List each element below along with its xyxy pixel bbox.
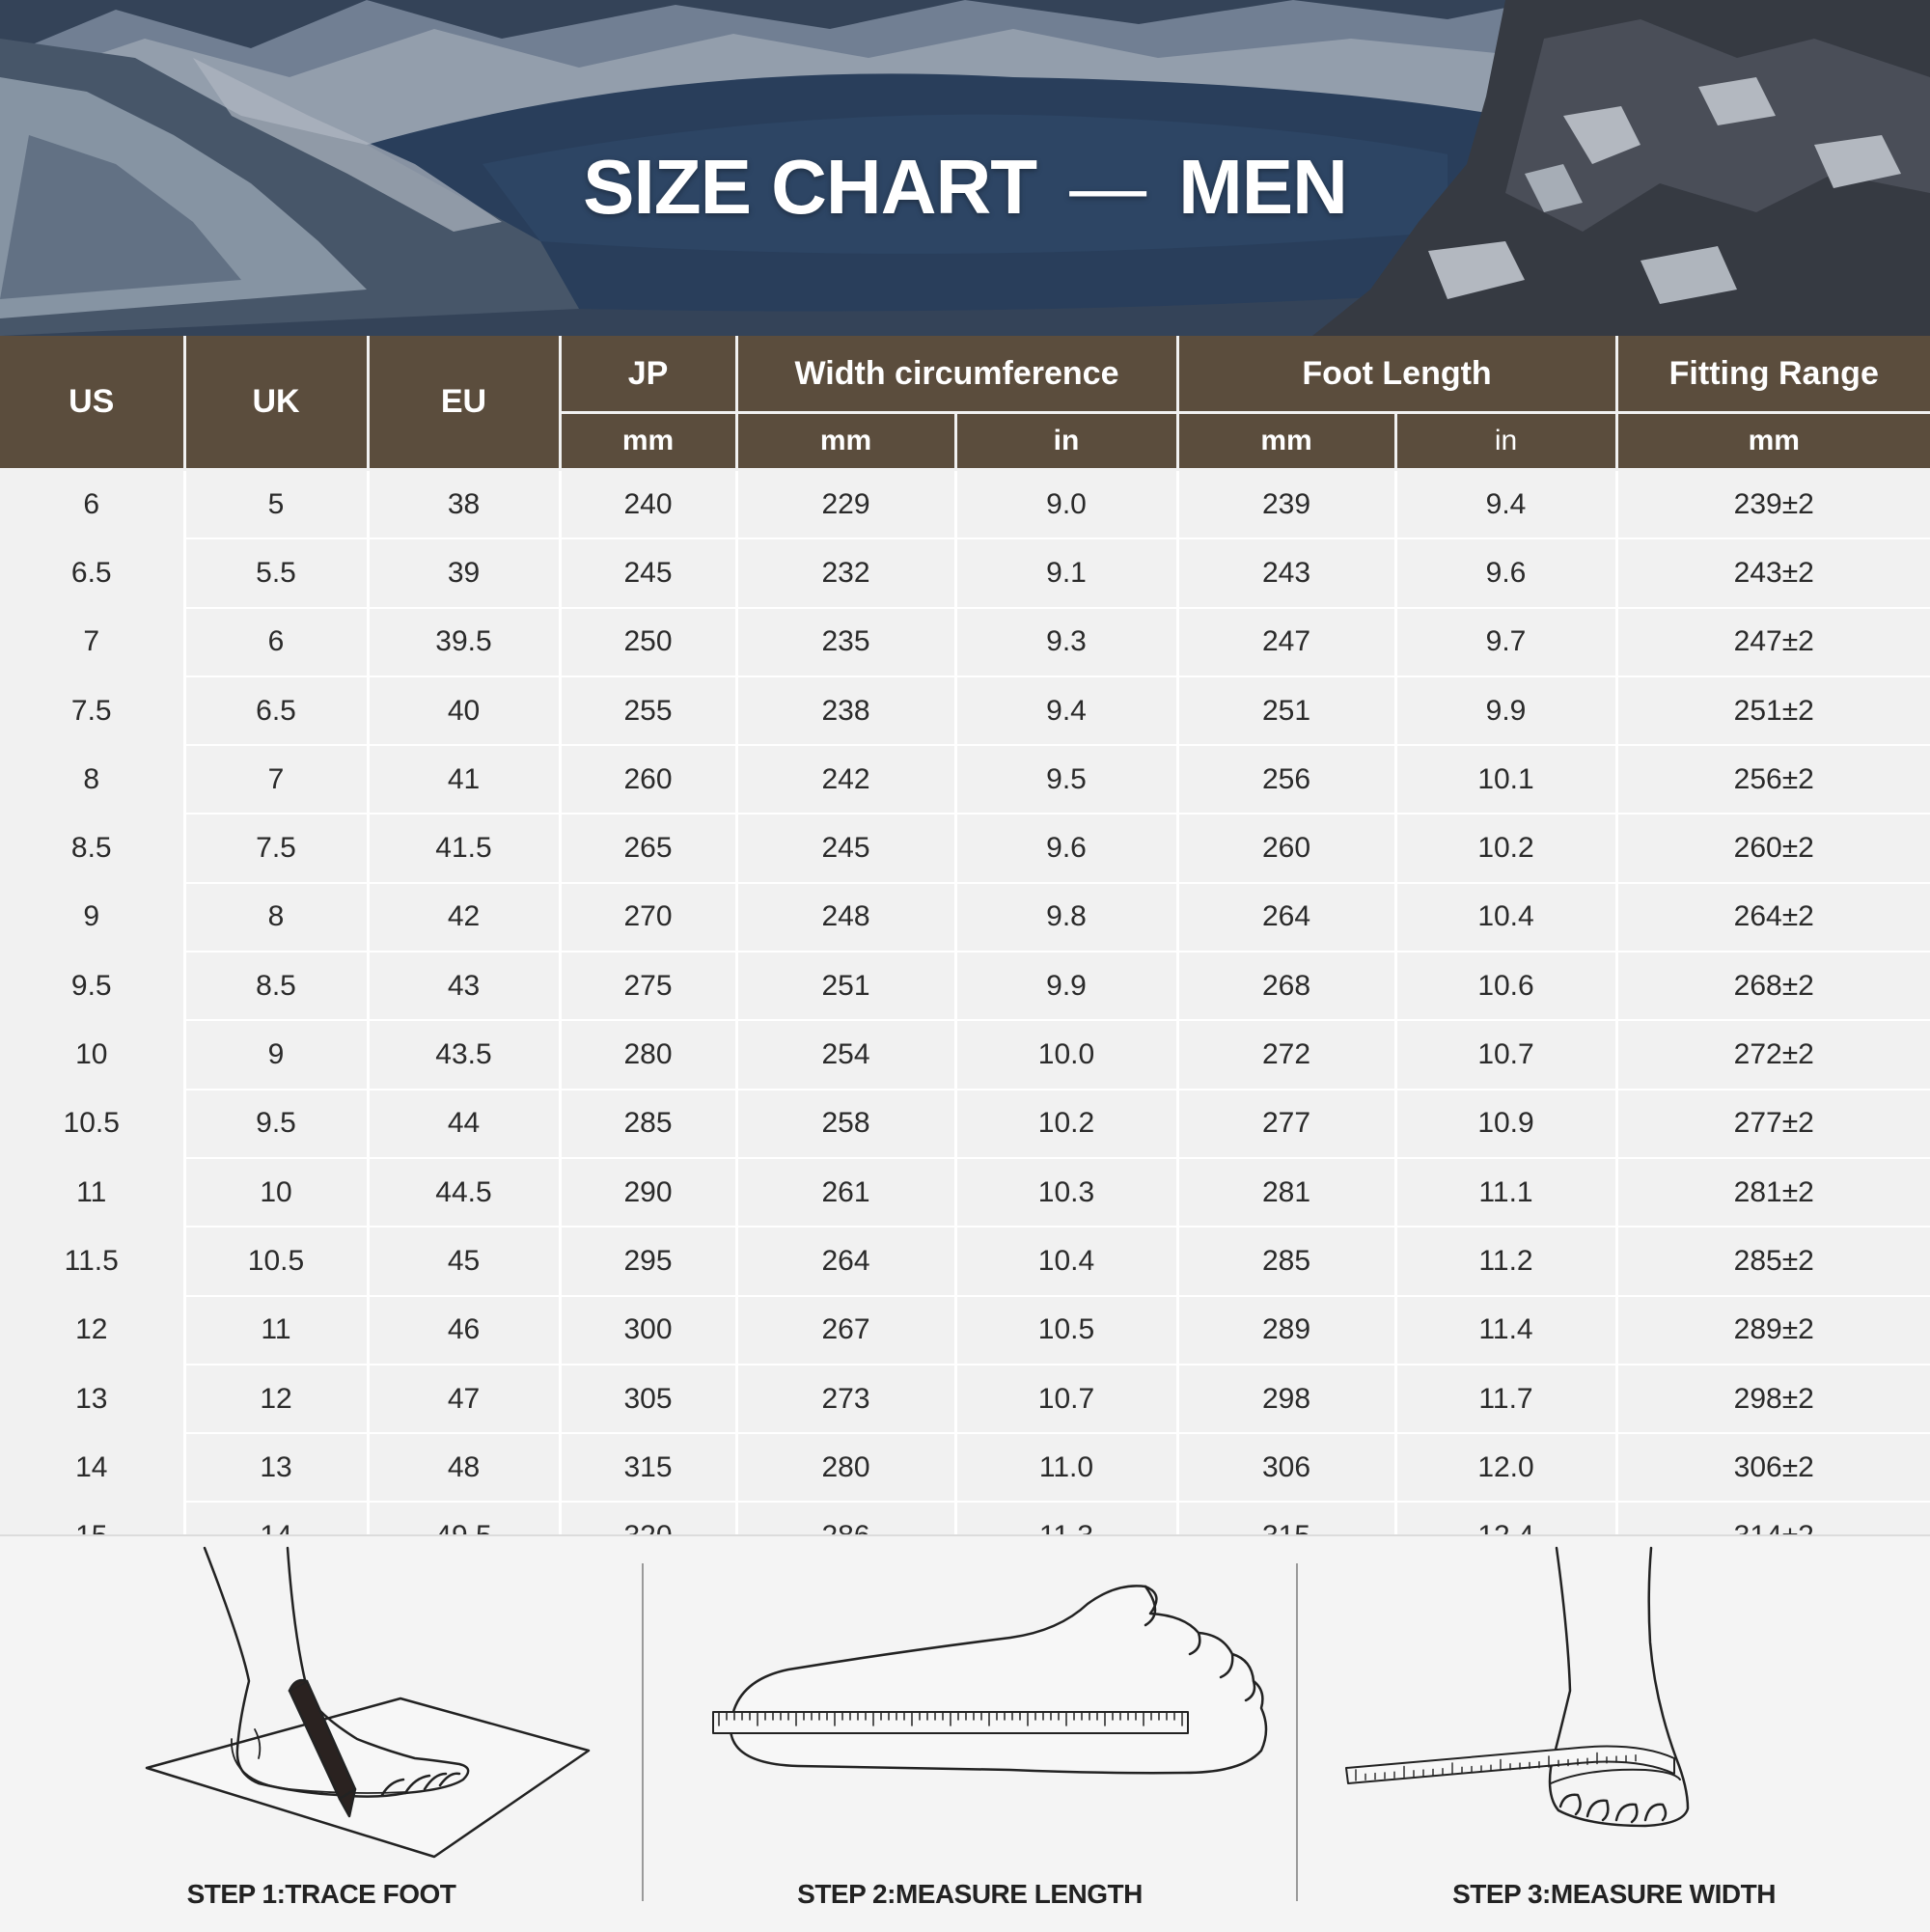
cell-length-mm: 243: [1177, 538, 1395, 607]
cell-width-mm: 235: [736, 608, 955, 676]
cell-uk: 9.5: [184, 1090, 368, 1158]
cell-length-in: 10.9: [1395, 1090, 1616, 1158]
cell-uk: 7.5: [184, 814, 368, 882]
cell-fitting-mm: 281±2: [1616, 1158, 1930, 1227]
cell-fitting-mm: 289±2: [1616, 1296, 1930, 1365]
cell-length-in: 10.1: [1395, 745, 1616, 814]
cell-fitting-mm: 298±2: [1616, 1365, 1930, 1433]
cell-width-in: 10.0: [955, 1020, 1177, 1089]
cell-jp-mm: 280: [560, 1020, 736, 1089]
cell-length-in: 9.9: [1395, 676, 1616, 745]
cell-uk: 7: [184, 745, 368, 814]
cell-width-mm: 248: [736, 883, 955, 952]
cell-us: 6: [0, 470, 184, 539]
banner: [0, 0, 1930, 336]
cell-eu: 44: [368, 1090, 560, 1158]
cell-eu: 46: [368, 1296, 560, 1365]
cell-fitting-mm: 239±2: [1616, 470, 1930, 539]
cell-uk: 5.5: [184, 538, 368, 607]
cell-length-in: 10.4: [1395, 883, 1616, 952]
cell-width-mm: 267: [736, 1296, 955, 1365]
cell-fitting-mm: 285±2: [1616, 1227, 1930, 1295]
table-row: [0, 745, 1930, 814]
cell-us: 10: [0, 1020, 184, 1089]
step-1-label: STEP 1:TRACE FOOT: [186, 1879, 456, 1909]
cell-eu: 41.5: [368, 814, 560, 882]
table-row: [0, 1090, 1930, 1158]
col-header-us: US: [0, 336, 184, 470]
size-chart-table: [0, 336, 1930, 1572]
col-header-fitting-range: Fitting Range: [1616, 336, 1930, 413]
cell-width-in: 10.4: [955, 1227, 1177, 1295]
cell-length-mm: 268: [1177, 952, 1395, 1020]
cell-width-in: 10.7: [955, 1365, 1177, 1433]
cell-length-in: 9.4: [1395, 470, 1616, 539]
cell-length-in: 11.2: [1395, 1227, 1616, 1295]
measure-width-illustration-icon: [1298, 1536, 1930, 1874]
cell-us: 7.5: [0, 676, 184, 745]
table-row: [0, 676, 1930, 745]
cell-width-mm: 261: [736, 1158, 955, 1227]
table-row: [0, 1020, 1930, 1089]
cell-eu: 39: [368, 538, 560, 607]
unit-length-mm: mm: [1177, 413, 1395, 470]
cell-jp-mm: 255: [560, 676, 736, 745]
table-row: [0, 1433, 1930, 1502]
cell-length-in: 11.7: [1395, 1365, 1616, 1433]
cell-us: 13: [0, 1365, 184, 1433]
cell-width-in: 9.5: [955, 745, 1177, 814]
cell-eu: 39.5: [368, 608, 560, 676]
cell-jp-mm: 240: [560, 470, 736, 539]
col-header-eu: EU: [368, 336, 560, 470]
cell-uk: 10: [184, 1158, 368, 1227]
cell-jp-mm: 250: [560, 608, 736, 676]
cell-length-mm: 239: [1177, 470, 1395, 539]
cell-length-mm: 306: [1177, 1433, 1395, 1502]
measure-length-illustration-icon: [644, 1536, 1296, 1874]
cell-us: 9.5: [0, 952, 184, 1020]
cell-width-in: 11.0: [955, 1433, 1177, 1502]
cell-jp-mm: 290: [560, 1158, 736, 1227]
cell-width-in: 9.9: [955, 952, 1177, 1020]
cell-uk: 12: [184, 1365, 368, 1433]
cell-eu: 42: [368, 883, 560, 952]
cell-length-mm: 298: [1177, 1365, 1395, 1433]
col-header-width: Width circumference: [736, 336, 1177, 413]
step-2-label: STEP 2:MEASURE LENGTH: [797, 1879, 1143, 1909]
cell-us: 8.5: [0, 814, 184, 882]
cell-us: 8: [0, 745, 184, 814]
cell-eu: 47: [368, 1365, 560, 1433]
cell-length-mm: 247: [1177, 608, 1395, 676]
cell-fitting-mm: 272±2: [1616, 1020, 1930, 1089]
cell-width-mm: 273: [736, 1365, 955, 1433]
measuring-steps: [0, 1534, 1930, 1932]
cell-us: 14: [0, 1433, 184, 1502]
cell-width-mm: 258: [736, 1090, 955, 1158]
cell-jp-mm: 260: [560, 745, 736, 814]
step-trace-foot: [0, 1536, 643, 1932]
cell-eu: 38: [368, 470, 560, 539]
cell-uk: 10.5: [184, 1227, 368, 1295]
title-main: SIZE CHART: [583, 144, 1037, 230]
cell-width-mm: 251: [736, 952, 955, 1020]
cell-uk: 6.5: [184, 676, 368, 745]
cell-width-in: 10.3: [955, 1158, 1177, 1227]
cell-length-mm: 281: [1177, 1158, 1395, 1227]
cell-width-in: 9.6: [955, 814, 1177, 882]
col-header-uk: UK: [184, 336, 368, 470]
cell-length-in: 10.7: [1395, 1020, 1616, 1089]
cell-width-in: 9.0: [955, 470, 1177, 539]
cell-us: 12: [0, 1296, 184, 1365]
cell-us: 11: [0, 1158, 184, 1227]
cell-us: 7: [0, 608, 184, 676]
cell-length-mm: 285: [1177, 1227, 1395, 1295]
table-body: [0, 470, 1930, 1571]
table-row: [0, 1296, 1930, 1365]
table-row: [0, 952, 1930, 1020]
unit-width-in: in: [955, 413, 1177, 470]
cell-length-mm: 260: [1177, 814, 1395, 882]
cell-uk: 11: [184, 1296, 368, 1365]
cell-us: 10.5: [0, 1090, 184, 1158]
page-title: [0, 143, 1930, 232]
cell-length-in: 10.6: [1395, 952, 1616, 1020]
cell-eu: 40: [368, 676, 560, 745]
table-row: [0, 814, 1930, 882]
col-header-foot-length: Foot Length: [1177, 336, 1616, 413]
cell-width-mm: 254: [736, 1020, 955, 1089]
cell-fitting-mm: 256±2: [1616, 745, 1930, 814]
cell-width-in: 9.3: [955, 608, 1177, 676]
cell-us: 6.5: [0, 538, 184, 607]
unit-length-in: in: [1395, 413, 1616, 470]
cell-fitting-mm: 247±2: [1616, 608, 1930, 676]
cell-width-mm: 232: [736, 538, 955, 607]
unit-jp-mm: mm: [560, 413, 736, 470]
unit-width-mm: mm: [736, 413, 955, 470]
col-header-jp: JP: [560, 336, 736, 413]
cell-width-mm: 280: [736, 1433, 955, 1502]
title-dash: —: [1069, 144, 1146, 230]
cell-width-mm: 242: [736, 745, 955, 814]
cell-width-in: 9.4: [955, 676, 1177, 745]
cell-fitting-mm: 243±2: [1616, 538, 1930, 607]
cell-uk: 6: [184, 608, 368, 676]
unit-fitting-mm: mm: [1616, 413, 1930, 470]
cell-jp-mm: 265: [560, 814, 736, 882]
cell-length-mm: 256: [1177, 745, 1395, 814]
cell-uk: 8.5: [184, 952, 368, 1020]
cell-fitting-mm: 264±2: [1616, 883, 1930, 952]
table-row: [0, 1365, 1930, 1433]
cell-width-in: 10.5: [955, 1296, 1177, 1365]
step-3-label: STEP 3:MEASURE WIDTH: [1452, 1879, 1776, 1909]
cell-length-in: 11.4: [1395, 1296, 1616, 1365]
cell-length-mm: 264: [1177, 883, 1395, 952]
cell-us: 11.5: [0, 1227, 184, 1295]
cell-eu: 45: [368, 1227, 560, 1295]
cell-length-mm: 289: [1177, 1296, 1395, 1365]
table-row: [0, 883, 1930, 952]
table-row: [0, 1158, 1930, 1227]
cell-fitting-mm: 260±2: [1616, 814, 1930, 882]
cell-width-mm: 264: [736, 1227, 955, 1295]
cell-jp-mm: 245: [560, 538, 736, 607]
cell-length-in: 9.7: [1395, 608, 1616, 676]
step-measure-length: [644, 1536, 1296, 1932]
title-sub: MEN: [1178, 144, 1347, 230]
table-row: [0, 538, 1930, 607]
cell-jp-mm: 270: [560, 883, 736, 952]
cell-width-in: 9.1: [955, 538, 1177, 607]
cell-eu: 43: [368, 952, 560, 1020]
cell-length-in: 12.0: [1395, 1433, 1616, 1502]
cell-eu: 44.5: [368, 1158, 560, 1227]
cell-jp-mm: 315: [560, 1433, 736, 1502]
header-row: [0, 336, 1930, 413]
cell-length-in: 10.2: [1395, 814, 1616, 882]
cell-fitting-mm: 251±2: [1616, 676, 1930, 745]
cell-width-mm: 238: [736, 676, 955, 745]
cell-eu: 48: [368, 1433, 560, 1502]
table-row: [0, 1227, 1930, 1295]
step-measure-width: [1298, 1536, 1930, 1932]
table-row: [0, 470, 1930, 539]
cell-eu: 41: [368, 745, 560, 814]
cell-jp-mm: 275: [560, 952, 736, 1020]
cell-us: 9: [0, 883, 184, 952]
cell-width-mm: 245: [736, 814, 955, 882]
cell-uk: 13: [184, 1433, 368, 1502]
cell-jp-mm: 285: [560, 1090, 736, 1158]
cell-uk: 5: [184, 470, 368, 539]
cell-uk: 8: [184, 883, 368, 952]
cell-length-mm: 251: [1177, 676, 1395, 745]
cell-uk: 9: [184, 1020, 368, 1089]
cell-width-in: 9.8: [955, 883, 1177, 952]
cell-fitting-mm: 268±2: [1616, 952, 1930, 1020]
cell-jp-mm: 300: [560, 1296, 736, 1365]
cell-fitting-mm: 277±2: [1616, 1090, 1930, 1158]
cell-length-mm: 272: [1177, 1020, 1395, 1089]
cell-length-mm: 277: [1177, 1090, 1395, 1158]
cell-fitting-mm: 306±2: [1616, 1433, 1930, 1502]
table-row: [0, 608, 1930, 676]
trace-foot-illustration-icon: [0, 1536, 643, 1874]
cell-width-in: 10.2: [955, 1090, 1177, 1158]
cell-eu: 43.5: [368, 1020, 560, 1089]
cell-jp-mm: 305: [560, 1365, 736, 1433]
cell-width-mm: 229: [736, 470, 955, 539]
cell-jp-mm: 295: [560, 1227, 736, 1295]
cell-length-in: 11.1: [1395, 1158, 1616, 1227]
cell-length-in: 9.6: [1395, 538, 1616, 607]
